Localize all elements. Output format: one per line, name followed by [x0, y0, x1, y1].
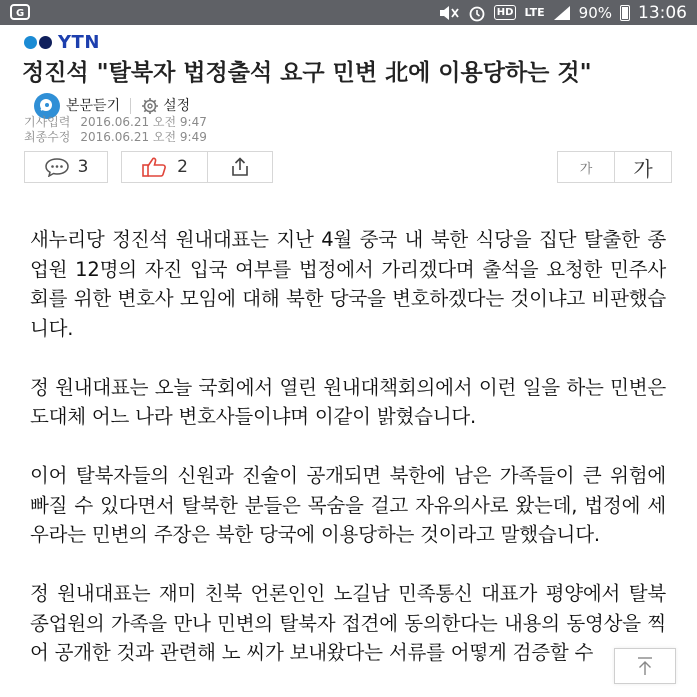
status-icons	[438, 3, 687, 22]
published-label: 기사입력	[24, 115, 71, 129]
share-button[interactable]	[207, 151, 273, 183]
ytn-logo[interactable]	[24, 32, 100, 53]
paragraph: 정 원내대표는 재미 친북 언론인인 노길남 민족통신 대표가 평양에서 탈북 종업원의 가족을 만나 민변의 탈북자 접견에 동의한다는 내용의 동영상을 찍어 공개한 것과 관련해 노 씨가 보내왔다는 서류를 어떻게 검증할 수	[30, 582, 666, 664]
comment-count: 3	[77, 157, 89, 177]
logo-dot-blue	[24, 36, 37, 49]
scroll-to-top-button[interactable]	[614, 648, 676, 684]
share-icon	[229, 157, 251, 177]
font-decrease-button[interactable]: 가	[557, 151, 615, 183]
headline-text: 정진석 "탈북자 법정출석 요구 민변 北에 이용당하는 것"	[22, 60, 592, 86]
gear-icon[interactable]	[141, 97, 159, 115]
paragraph: 이어 탈북자들의 신원과 진술이 공개되면 북한에 남은 가족들이 큰 위험에 빠질 수 있다면서 탈북한 분들은 목숨을 걸고 자유의사로 왔는데, 법정에 세우라는 민변의 주장은 북한 당국에 이용당하는 것이라고 말했습니다.	[30, 464, 666, 546]
paragraph: 정 원내대표는 오늘 국회에서 열린 원내대책회의에서 이런 일을 하는 민변은 도대체 어느 나라 변호사들이냐며 이같이 밝혔습니다.	[30, 375, 666, 428]
thumbs-up-icon	[141, 156, 169, 178]
comment-icon	[44, 157, 70, 177]
hd-voice-icon: HD	[494, 5, 517, 20]
listen-button[interactable]: 본문듣기	[66, 97, 121, 114]
app-notification-icon	[10, 3, 30, 21]
status-bar	[0, 0, 697, 25]
divider	[130, 98, 131, 114]
svg-text:G: G	[16, 8, 25, 19]
font-increase-button[interactable]: 가	[614, 151, 672, 183]
signal-icon	[553, 5, 571, 21]
settings-button[interactable]: 설정	[163, 97, 191, 114]
alarm-icon	[468, 4, 486, 22]
article-body	[30, 225, 666, 697]
battery-percent: 90%	[578, 3, 612, 22]
published-time: 2016.06.21 오전 9:47	[80, 115, 207, 129]
article-headline	[22, 57, 682, 122]
paragraph: 새누리당 정진석 원내대표는 지난 4월 중국 내 북한 식당을 집단 탈출한 종업원 12명의 자진 입국 여부를 법정에서 가리겠다며 출석을 요청한 민주사회를 위한 변호사 모임에 대해 북한 당국을 변호하겠다는 것이냐고 비판했습니다.	[30, 228, 666, 340]
lte-indicator: LTE	[524, 6, 545, 19]
modified-label: 최종수정	[24, 130, 71, 144]
logo-dot-navy	[39, 36, 52, 49]
comment-button[interactable]	[24, 151, 108, 183]
like-count: 2	[177, 157, 188, 177]
modified-time: 2016.06.21 오전 9:49	[80, 130, 207, 144]
modified-info	[24, 128, 217, 145]
logo-text: YTN	[58, 32, 100, 53]
mute-icon	[438, 5, 460, 21]
battery-icon	[620, 5, 630, 21]
like-button[interactable]	[121, 151, 208, 183]
clock: 13:06	[638, 2, 687, 23]
arrow-up-icon	[634, 655, 656, 677]
